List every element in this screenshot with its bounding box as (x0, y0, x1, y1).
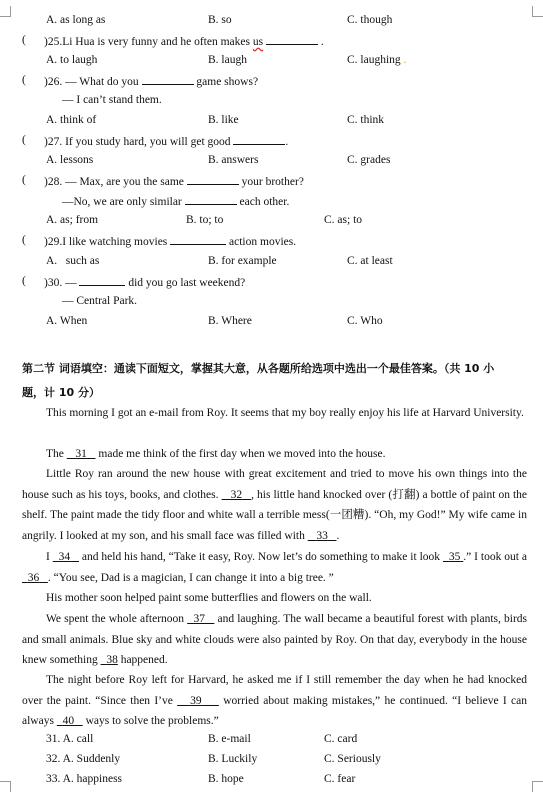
paragraph-text: , his little hand knocked over (打翻) a bottle of paint on the shelf. The paint made the tidy floor and white wall a terrible mess(一团糟). “Oh, my God!” My wife came in angrily. I looked at my son, and his small face was filled with (22, 488, 528, 542)
cloze-blank-38 (101, 654, 118, 666)
section-heading-line2: 题，计 10 分） (22, 386, 100, 399)
paragraph-5: His mother soon helped paint some butterflies and flowers on the wall. (46, 592, 372, 604)
blank-number: 34 (58, 551, 71, 563)
blank-number: 33 (316, 529, 328, 542)
blank-number: 36 (27, 571, 40, 584)
answer-paren: ( (22, 275, 26, 287)
question-stem: )28. — Max, are you the same (44, 176, 184, 188)
answer-paren: ( (22, 134, 26, 146)
paragraph-text: made me think of the first day when we moved into the house. (98, 448, 386, 460)
option-c: C. card (324, 733, 358, 745)
option-a: 33. A. happiness (46, 773, 123, 785)
option-c: C. think (347, 114, 385, 126)
option-a: A. to laugh (46, 54, 98, 66)
options-q30 (0, 314, 543, 328)
option-b: B. e-mail (208, 733, 251, 745)
paragraph-text: ways to solve the problems.” (85, 715, 219, 727)
answer-blank (266, 33, 318, 45)
option-b: B. to; to (186, 214, 224, 226)
paragraph-4 (22, 547, 527, 588)
option-a: A. When (46, 315, 88, 327)
paragraph-text: happened. (120, 654, 168, 666)
question-text (44, 173, 304, 189)
answer-row-32 (0, 752, 543, 766)
question-26 (0, 73, 543, 87)
paragraph-text: and laughing. The wall became a beautiful forest with plants, birds and small animals. Blue sky and white clouds were also painted by Roy. On that day, everybody in the house knew something (22, 613, 528, 666)
reply-end: each other. (239, 196, 290, 208)
option-c: C. grades (347, 154, 391, 166)
question-stem: )29.I like watching movies (44, 236, 168, 248)
paragraph-text: Little Roy ran around the new house with great excitement and tried to move his own things into the house such as his toys, books, and clothes. (22, 468, 527, 501)
mark-dot: . (403, 54, 407, 66)
option-c: C. at least (347, 255, 393, 267)
question-text (44, 133, 288, 149)
paragraph-2 (22, 444, 527, 465)
option-b: B. for example (208, 255, 277, 267)
options-q24 (0, 13, 543, 27)
question-stem: )26. — What do you (44, 76, 139, 88)
option-c-text: C. laughing (347, 54, 401, 66)
paragraph-7 (22, 670, 527, 732)
option-a: A. think of (46, 114, 97, 126)
option-c: C. Who (347, 315, 383, 327)
paragraph-text: We spent the whole afternoon (46, 613, 185, 625)
option-a: A. lessons (46, 154, 94, 166)
paragraph-1: This morning I got an e-mail from Roy. It seems that my boy really enjoy his life at Harvard University. (46, 407, 524, 419)
blank-number: 40 (62, 715, 75, 727)
cloze-blank-32 (222, 489, 252, 501)
blank-number: 35 (448, 551, 461, 563)
question-stem: )25.Li Hua is very funny and he often makes (44, 36, 253, 48)
cloze-blank-33 (308, 529, 340, 542)
question-27 (0, 133, 543, 147)
answer-blank (185, 193, 237, 205)
question-29 (0, 233, 543, 247)
option-c: C. as; to (324, 214, 363, 226)
cloze-blank-37 (187, 613, 214, 625)
answer-blank (233, 133, 285, 145)
paragraph-3 (22, 464, 527, 546)
section-heading-line1: 第二节 词语填空：通读下面短文，掌握其大意，从各题所给选项中选出一个最佳答案。（共 10 小 (22, 362, 495, 375)
paragraph-text: . (336, 529, 340, 542)
options-q29 (0, 254, 543, 268)
reply-text: — I can’t stand them. (62, 94, 162, 106)
reply-q28 (0, 193, 543, 207)
answer-row-33 (0, 772, 543, 786)
options-q27 (0, 153, 543, 167)
cloze-blank-31 (67, 448, 96, 460)
cloze-blank-39 (177, 695, 219, 707)
cloze-blank-36 (22, 572, 48, 584)
option-c: C. fear (324, 773, 356, 785)
answer-row-31 (0, 732, 543, 746)
options-q26 (0, 113, 543, 127)
underlined-word: us (252, 36, 264, 48)
blank-number: 38 (106, 654, 118, 666)
option-c (347, 53, 406, 67)
reply-stem: —No, we are only similar (62, 196, 182, 208)
paragraph-text: The night before Roy left for Harvard, he asked me if I still remember the day when he had knocked over the paint. “Since then I’ve (22, 674, 527, 707)
reply-q26 (0, 93, 543, 107)
options-q28 (0, 213, 543, 227)
cloze-blank-34 (53, 551, 79, 563)
option-b: B. Where (208, 315, 252, 327)
option-b: B. hope (208, 773, 244, 785)
option-b: B. answers (208, 154, 259, 166)
option-b: B. Luckily (208, 753, 258, 765)
question-text (44, 274, 245, 290)
option-a: 31. A. call (46, 733, 94, 745)
reply-text: — Central Park. (62, 295, 138, 307)
question-end: your brother? (241, 176, 304, 188)
question-text (44, 233, 296, 249)
question-stem: )30. — (44, 277, 77, 289)
question-end: action movies. (229, 236, 297, 248)
paragraph-6 (22, 609, 527, 671)
answer-paren: ( (22, 234, 26, 246)
option-b: B. so (208, 14, 232, 26)
question-25 (0, 33, 543, 47)
option-a: A. such as (46, 255, 100, 267)
question-stem: )27. If you study hard, you will get good (44, 136, 231, 148)
question-end: game shows? (196, 76, 259, 88)
question-text (44, 73, 258, 89)
paragraph-text: The (46, 448, 64, 460)
paragraph-text: worried about making mistakes,” he continued. “I believe I can always (22, 694, 528, 727)
options-q25 (0, 53, 543, 67)
question-end: . (285, 136, 289, 148)
question-end: did you go last weekend? (128, 277, 246, 289)
cloze-blank-40 (57, 715, 83, 727)
answer-blank (170, 233, 226, 245)
answer-paren: ( (22, 174, 26, 186)
cloze-blank-35 (443, 551, 463, 563)
paragraph-text: and held his hand, “Take it easy, Roy. Now let’s do something to make it look (81, 551, 441, 563)
option-a: 32. A. Suddenly (46, 753, 121, 765)
paragraph-text: I (46, 551, 50, 563)
blank-number: 39 (190, 694, 202, 707)
option-c: C. Seriously (324, 753, 381, 765)
blank-number: 32 (230, 488, 243, 501)
blank-number: 31 (75, 448, 87, 460)
reply-q30 (0, 294, 543, 308)
option-a: A. as long as (46, 14, 106, 26)
question-end: . (320, 36, 324, 48)
blank-number: 37 (193, 613, 205, 625)
answer-paren: ( (22, 74, 26, 86)
option-a: A. as; from (46, 214, 99, 226)
reply-text (62, 193, 289, 209)
option-b: B. like (208, 114, 239, 126)
question-30 (0, 274, 543, 288)
answer-paren: ( (22, 34, 26, 46)
answer-blank (187, 173, 239, 185)
option-c: C. though (347, 14, 393, 26)
paragraph-text: . “You see, Dad is a magician, I can change it into a big tree. ” (47, 571, 334, 584)
answer-blank (142, 73, 194, 85)
answer-blank (79, 274, 125, 286)
option-b: B. laugh (208, 54, 247, 66)
question-28 (0, 173, 543, 187)
question-text (44, 33, 324, 49)
paragraph-text: .” I took out a (463, 551, 528, 563)
